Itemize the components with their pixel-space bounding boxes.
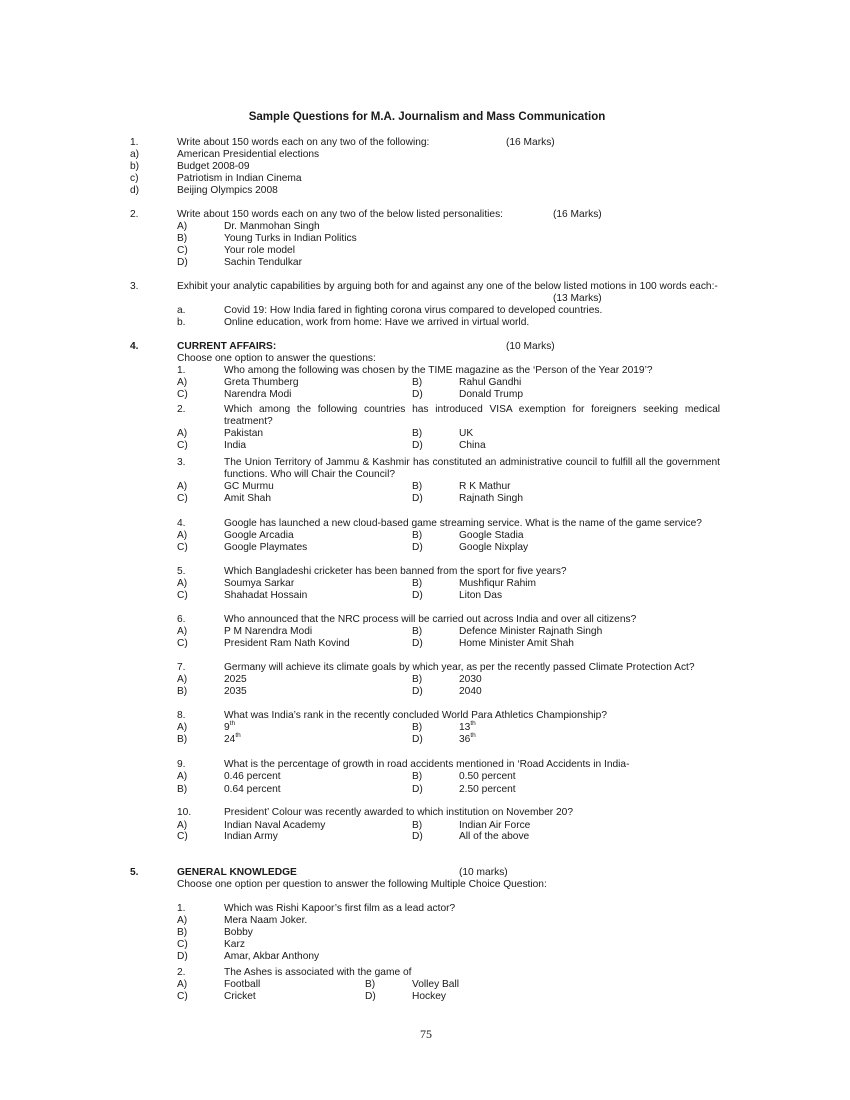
q2-item-label: B) bbox=[177, 233, 188, 244]
option-value: 36 bbox=[459, 734, 471, 745]
option-label: A) bbox=[177, 674, 188, 685]
q2-item-text: Sachin Tendulkar bbox=[224, 257, 302, 268]
option-text: Cricket bbox=[224, 991, 256, 1002]
option-label: B) bbox=[412, 428, 423, 439]
option-label: C) bbox=[177, 991, 188, 1002]
option-text: 0.46 percent bbox=[224, 771, 281, 782]
option-text: 0.50 percent bbox=[459, 771, 516, 782]
q2-text: Write about 150 words each on any two of the below listed personalities: bbox=[177, 209, 503, 220]
q1-number: 1. bbox=[130, 137, 139, 148]
option-text: 0.64 percent bbox=[224, 784, 281, 795]
option-text: India bbox=[224, 440, 247, 451]
option-label: D) bbox=[412, 784, 423, 795]
option-label: A) bbox=[177, 530, 188, 541]
question-text: The Union Territory of Jammu & Kashmir has constituted an administrative council to fulfill all the government functions. Who will Chair the Council? bbox=[224, 457, 720, 480]
option-text: Google Stadia bbox=[459, 530, 524, 541]
option-label: B) bbox=[412, 578, 423, 589]
q5-instruction: Choose one option per question to answer the following Multiple Choice Question: bbox=[177, 879, 547, 890]
q1-item-label: b) bbox=[130, 161, 140, 172]
question-text: The Ashes is associated with the game of bbox=[224, 967, 412, 978]
option-label: C) bbox=[177, 590, 188, 601]
question-text: Germany will achieve its climate goals by which year, as per the recently passed Climate Protection Act? bbox=[224, 662, 695, 673]
q2-item-label: A) bbox=[177, 221, 188, 232]
question-number: 5. bbox=[177, 566, 186, 577]
question-number: 3. bbox=[177, 457, 186, 468]
option-label: B) bbox=[365, 979, 376, 990]
option-text bbox=[224, 731, 241, 746]
option-label: B) bbox=[412, 674, 423, 685]
q2-item-label: D) bbox=[177, 257, 188, 268]
q3-marks: (13 Marks) bbox=[553, 293, 602, 304]
option-label: B) bbox=[177, 927, 188, 938]
q1-item-text: American Presidential elections bbox=[177, 149, 320, 160]
q1-marks: (16 Marks) bbox=[506, 137, 555, 148]
option-label: A) bbox=[177, 377, 188, 388]
question-number: 6. bbox=[177, 614, 186, 625]
option-text: Volley Ball bbox=[412, 979, 460, 990]
option-text: 2040 bbox=[459, 686, 482, 697]
question-number: 10. bbox=[177, 807, 192, 818]
q1-item-text: Patriotism in Indian Cinema bbox=[177, 173, 302, 184]
option-label: C) bbox=[177, 638, 188, 649]
option-text: R K Mathur bbox=[459, 481, 511, 492]
q3-number: 3. bbox=[130, 281, 139, 292]
option-label: A) bbox=[177, 481, 188, 492]
option-text: Mushfiqur Rahim bbox=[459, 578, 536, 589]
option-label: A) bbox=[177, 820, 188, 831]
option-label: C) bbox=[177, 939, 188, 950]
option-text: Soumya Sarkar bbox=[224, 578, 295, 589]
option-text: Home Minister Amit Shah bbox=[459, 638, 574, 649]
option-label: A) bbox=[177, 979, 188, 990]
option-label: B) bbox=[412, 377, 423, 388]
question-number: 2. bbox=[177, 404, 186, 415]
option-text: Google Arcadia bbox=[224, 530, 294, 541]
question-text: Google has launched a new cloud-based game streaming service. What is the name of the game service? bbox=[224, 518, 702, 529]
option-label: D) bbox=[412, 542, 423, 553]
q3-text: Exhibit your analytic capabilities by arguing both for and against any one of the below listed motions in 100 words each:- bbox=[177, 281, 718, 292]
option-label: D) bbox=[412, 590, 423, 601]
option-text: Liton Das bbox=[459, 590, 503, 601]
option-value: 24 bbox=[224, 734, 236, 745]
option-label: B) bbox=[412, 481, 423, 492]
q2-marks: (16 Marks) bbox=[553, 209, 602, 220]
option-text: Amit Shah bbox=[224, 493, 271, 504]
q3-item-label: a. bbox=[177, 305, 186, 316]
option-label: A) bbox=[177, 626, 188, 637]
q3-item-text: Online education, work from home: Have we arrived in virtual world. bbox=[224, 317, 530, 328]
q1-item-label: d) bbox=[130, 185, 140, 196]
option-label: B) bbox=[412, 771, 423, 782]
option-text: President Ram Nath Kovind bbox=[224, 638, 350, 649]
option-text: Karz bbox=[224, 939, 245, 950]
option-suffix: th bbox=[470, 731, 476, 739]
option-text: Google Playmates bbox=[224, 542, 308, 553]
option-text: Mera Naam Joker. bbox=[224, 915, 308, 926]
option-value: 13 bbox=[459, 722, 471, 733]
option-text bbox=[459, 731, 476, 746]
option-text: Defence Minister Rajnath Singh bbox=[459, 626, 603, 637]
question-text: Who announced that the NRC process will be carried out across India and over all citizens? bbox=[224, 614, 637, 625]
option-label: C) bbox=[177, 831, 188, 842]
option-text: 2035 bbox=[224, 686, 247, 697]
q4-marks: (10 Marks) bbox=[506, 341, 555, 352]
option-text: Football bbox=[224, 979, 261, 990]
question-text: Which was Rishi Kapoor’s first film as a lead actor? bbox=[224, 903, 456, 914]
option-label: B) bbox=[412, 722, 423, 733]
option-text: Narendra Modi bbox=[224, 389, 292, 400]
question-text: Which among the following countries has introduced VISA exemption for foreigners seeking medical treatment? bbox=[224, 404, 720, 427]
q5-heading: GENERAL KNOWLEDGE bbox=[177, 867, 297, 878]
q1-item-text: Beijing Olympics 2008 bbox=[177, 185, 278, 196]
option-value: 9 bbox=[224, 722, 230, 733]
option-text: Indian Army bbox=[224, 831, 278, 842]
option-text: Shahadat Hossain bbox=[224, 590, 308, 601]
option-label: D) bbox=[365, 991, 376, 1002]
question-text: Who among the following was chosen by the TIME magazine as the ‘Person of the Year 2019’? bbox=[224, 365, 653, 376]
option-label: D) bbox=[412, 389, 423, 400]
option-text: Indian Naval Academy bbox=[224, 820, 326, 831]
question-number: 2. bbox=[177, 967, 186, 978]
option-text: Hockey bbox=[412, 991, 446, 1002]
option-text: All of the above bbox=[459, 831, 530, 842]
option-label: B) bbox=[177, 734, 188, 745]
q1-item-label: a) bbox=[130, 149, 140, 160]
option-text bbox=[224, 719, 236, 734]
option-label: D) bbox=[412, 734, 423, 745]
option-label: C) bbox=[177, 493, 188, 504]
option-label: A) bbox=[177, 722, 188, 733]
question-number: 1. bbox=[177, 365, 186, 376]
option-label: D) bbox=[412, 493, 423, 504]
option-label: C) bbox=[177, 389, 188, 400]
option-text: P M Narendra Modi bbox=[224, 626, 313, 637]
question-text: What was India’s rank in the recently concluded World Para Athletics Championship? bbox=[224, 710, 607, 721]
option-label: B) bbox=[412, 626, 423, 637]
q2-number: 2. bbox=[130, 209, 139, 220]
option-label: D) bbox=[412, 638, 423, 649]
option-text: Greta Thumberg bbox=[224, 377, 299, 388]
option-label: A) bbox=[177, 915, 188, 926]
option-label: D) bbox=[412, 831, 423, 842]
question-number: 7. bbox=[177, 662, 186, 673]
page-number: 75 bbox=[420, 1027, 432, 1041]
option-text: 2025 bbox=[224, 674, 247, 685]
q1-item-text: Budget 2008-09 bbox=[177, 161, 250, 172]
option-label: B) bbox=[412, 820, 423, 831]
question-number: 1. bbox=[177, 903, 186, 914]
question-number: 8. bbox=[177, 710, 186, 721]
question-text: What is the percentage of growth in road accidents mentioned in ‘Road Accidents in India- bbox=[224, 759, 630, 770]
option-suffix: th bbox=[470, 719, 476, 727]
option-suffix: th bbox=[229, 719, 236, 727]
option-label: D) bbox=[412, 686, 423, 697]
option-text: China bbox=[459, 440, 486, 451]
q2-item-text: Dr. Manmohan Singh bbox=[224, 221, 320, 232]
option-text: Indian Air Force bbox=[459, 820, 531, 831]
option-label: C) bbox=[177, 542, 188, 553]
option-label: C) bbox=[177, 440, 188, 451]
question-text: Which Bangladeshi cricketer has been banned from the sport for five years? bbox=[224, 566, 567, 577]
option-text: Google Nixplay bbox=[459, 542, 529, 553]
option-suffix: th bbox=[235, 731, 241, 739]
option-label: D) bbox=[412, 440, 423, 451]
option-label: D) bbox=[177, 951, 188, 962]
q3-item-text: Covid 19: How India fared in fighting corona virus compared to developed countries. bbox=[224, 305, 603, 316]
q2-item-text: Young Turks in Indian Politics bbox=[224, 233, 357, 244]
q5-number: 5. bbox=[130, 867, 139, 878]
option-text: Pakistan bbox=[224, 428, 264, 439]
option-text: Rajnath Singh bbox=[459, 493, 524, 504]
question-number: 4. bbox=[177, 518, 186, 529]
q4-heading: CURRENT AFFAIRS: bbox=[177, 341, 277, 352]
option-text: Donald Trump bbox=[459, 389, 523, 400]
q1-text: Write about 150 words each on any two of the following: bbox=[177, 137, 430, 148]
option-label: A) bbox=[177, 771, 188, 782]
q5-marks: (10 marks) bbox=[459, 867, 508, 878]
option-text: 2030 bbox=[459, 674, 482, 685]
option-text: Amar, Akbar Anthony bbox=[224, 951, 320, 962]
option-text: Rahul Gandhi bbox=[459, 377, 522, 388]
option-text: Bobby bbox=[224, 927, 253, 938]
page-title: Sample Questions for M.A. Journalism and Mass Communication bbox=[248, 111, 606, 123]
q4-number: 4. bbox=[130, 341, 139, 352]
option-label: A) bbox=[177, 578, 188, 589]
option-text: GC Murmu bbox=[224, 481, 274, 492]
q2-item-label: C) bbox=[177, 245, 188, 256]
q1-item-label: c) bbox=[130, 173, 139, 184]
option-label: B) bbox=[412, 530, 423, 541]
option-label: A) bbox=[177, 428, 188, 439]
option-text: UK bbox=[459, 428, 474, 439]
option-label: B) bbox=[177, 784, 188, 795]
q2-item-text: Your role model bbox=[224, 245, 295, 256]
option-text: 2.50 percent bbox=[459, 784, 516, 795]
q4-instruction: Choose one option to answer the questions: bbox=[177, 353, 376, 364]
option-label: B) bbox=[177, 686, 188, 697]
question-text: President’ Colour was recently awarded to which institution on November 20? bbox=[224, 807, 574, 818]
q3-item-label: b. bbox=[177, 317, 186, 328]
question-number: 9. bbox=[177, 759, 186, 770]
